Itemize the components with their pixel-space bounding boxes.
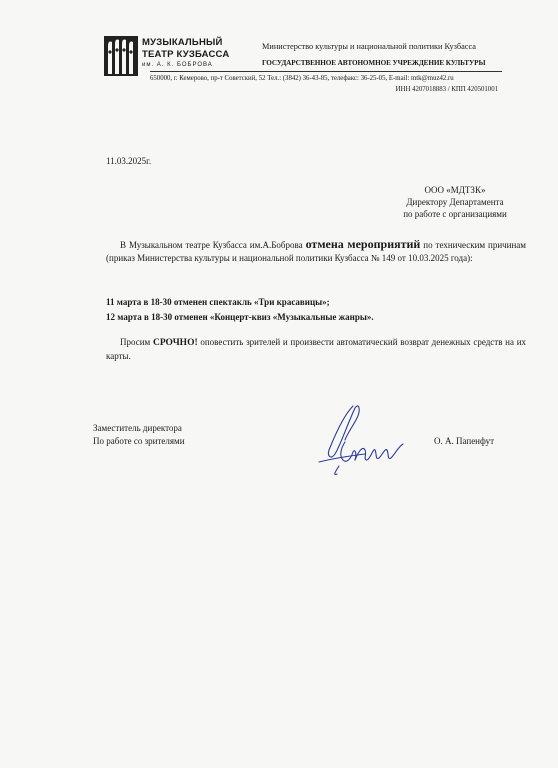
handwritten-signature (315, 400, 405, 480)
request-start: Просим (120, 337, 151, 347)
ministry-name: Министерство культуры и национальной политики Кузбасса (262, 42, 476, 51)
signatory-title-line-2: По работе со зрителями (93, 436, 185, 446)
organ-pipes-icon (104, 36, 140, 76)
recipient-line-1: ООО «МДТЗК» (424, 185, 486, 195)
urgent-emphasis: СРОЧНО! (152, 338, 198, 348)
tax-ids: ИНН 4207018883 / КПП 420501001 (395, 86, 498, 93)
logo-line-1: МУЗЫКАЛЬНЫЙ (142, 37, 223, 48)
signatory-name: О. А. Папенфут (434, 436, 495, 446)
logo-wordmark (142, 38, 229, 68)
request-end: оповестить зрителей и произвести автоматический возврат денежных средств на их карты. (106, 337, 527, 361)
main-paragraph-start: В Музыкальном театре Кузбасса им.А.Боброва (120, 240, 303, 250)
theatre-logo (104, 36, 254, 76)
main-paragraph (106, 238, 526, 264)
recipient-line-3: по работе с организациями (403, 209, 507, 219)
cancelled-event-2: 12 марта в 18-30 отменен «Концерт-квиз «Музыкальные жанры». (106, 312, 374, 322)
recipient-line-2: Директору Департамента (406, 197, 504, 207)
logo-line-2: ТЕАТР КУЗБАССА (142, 48, 230, 60)
letter-date: 11.03.2025г. (106, 156, 152, 166)
cancelled-event-1: 11 марта в 18-30 отменен спектакль «Три красавицы»; (106, 297, 330, 307)
recipient-block (380, 184, 530, 220)
request-paragraph (106, 336, 526, 362)
institution-name: ГОСУДАРСТВЕННОЕ АВТОНОМНОЕ УЧРЕЖДЕНИЕ КУЛЬТУРЫ (262, 59, 486, 67)
contact-address: 650000, г. Кемерово, пр-т Советский, 52 Тел.: (3842) 36-43-85, телефакс: 36-25-05, E-mail: mtk@muz42.ru (150, 75, 454, 82)
cancellation-emphasis: отмена мероприятий (305, 237, 421, 251)
signatory-title-line-1: Заместитель директора (93, 423, 182, 433)
logo-line-3: им. А. К. БОБРОВА (142, 62, 213, 68)
letterhead-divider (150, 71, 502, 72)
main-paragraph-end: по техническим причинам (приказ Министерства культуры и национальной политики Кузбасса № 149 от 10.03.2025 года): (106, 240, 527, 263)
signatory-title (93, 422, 185, 448)
